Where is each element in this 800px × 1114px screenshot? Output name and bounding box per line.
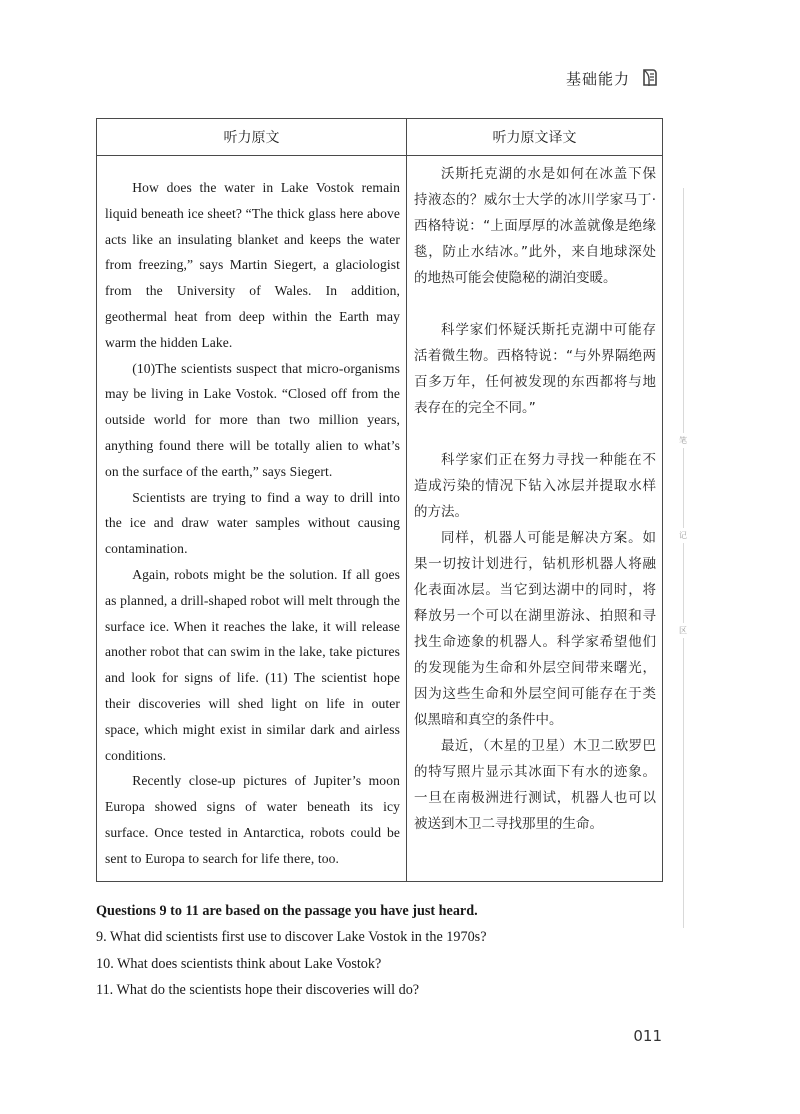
questions-section: [96, 898, 676, 1004]
transcript-table: [96, 118, 663, 882]
margin-label-note: 笔: [677, 433, 689, 448]
question-item: 11. What do the scientists hope their discoveries will do?: [96, 982, 420, 998]
margin-label-record: 记: [677, 528, 689, 543]
question-item: 9. What did scientists first use to discover Lake Vostok in the 1970s?: [96, 929, 487, 945]
table-header-row: [97, 119, 663, 156]
english-transcript-cell: [97, 156, 407, 882]
english-paragraph: How does the water in Lake Vostok remain liquid beneath ice sheet? “The thick glass here above acts like an insulating blanket and keeps the water from freezing,” says Martin Siegert, a glaciologist from the University of Wales. In addition, geothermal heat from deep within the Earth may warm the hidden Lake.: [105, 180, 400, 350]
english-paragraph: Again, robots might be the solution. If all goes as planned, a drill-shaped robot will melt through the surface ice. When it reaches the lake, it will release another robot that can swim in the lake, take pictures and look for signs of life. (11) The scientist hope their discoveries will shed light on life in outer space, which might exist in similar dark and airless conditions.: [105, 566, 400, 763]
table-body-row: [97, 156, 663, 882]
question-item: 10. What does scientists think about Lake Vostok?: [96, 955, 382, 972]
notes-margin-line: [683, 188, 684, 928]
chinese-paragraph: 沃斯托克湖的水是如何在冰盖下保持液态的？威尔士大学的冰川学家马丁·西格特说：“上面厚厚的冰盖就像是绝缘毯，防止水结冰。”此外，来自地球深处的地热可能会使隐秘的湖泊变暖。: [414, 166, 656, 286]
english-paragraph: Scientists are trying to find a way to drill into the ice and draw water samples without causing contamination.: [105, 489, 400, 557]
chinese-paragraph: 科学家们怀疑沃斯托克湖中可能存活着微生物。西格特说：“与外界隔绝两百多万年，任何被发现的东西都将与地表存在的完全不同。”: [414, 322, 656, 416]
chinese-translation-cell: [407, 156, 663, 882]
page-number: 011: [633, 1027, 662, 1045]
chinese-paragraph: 科学家们正在努力寻找一种能在不造成污染的情况下钻入冰层并提取水样的方法。: [414, 452, 656, 520]
questions-heading: Questions 9 to 11 are based on the passage you have just heard.: [96, 903, 478, 919]
section-title: 基础能力: [565, 70, 630, 88]
header-translation: 听力原文译文: [407, 119, 663, 156]
notebook-icon: [641, 68, 659, 88]
english-paragraph: (10)The scientists suspect that micro-organisms may be living in Lake Vostok. “Closed off from the outside world for more than two million years, anything found there will be totally alien to what’s on the surface of the earth,” says Siegert.: [105, 360, 400, 479]
header-original-text: 听力原文: [97, 119, 407, 156]
chinese-paragraph: 同样，机器人可能是解决方案。如果一切按计划进行，钻机形机器人将融化表面冰层。当它到达湖中的同时，将释放另一个可以在湖里游泳、拍照和寻找生命迹象的机器人。科学家希望他们的发现能为生命和外层空间带来曙光，因为这些生命和外层空间可能存在于类似黑暗和真空的条件中。: [414, 530, 656, 728]
english-paragraph: Recently close-up pictures of Jupiter’s moon Europa showed signs of water beneath its icy surface. Once tested in Antarctica, robots could be sent to Europa to search for life there, too.: [105, 773, 400, 866]
margin-label-area: 区: [677, 623, 689, 638]
chinese-paragraph: 最近，（木星的卫星）木卫二欧罗巴的特写照片显示其冰面下有水的迹象。一旦在南极洲进行测试，机器人也可以被送到木卫二寻找那里的生命。: [414, 738, 656, 832]
